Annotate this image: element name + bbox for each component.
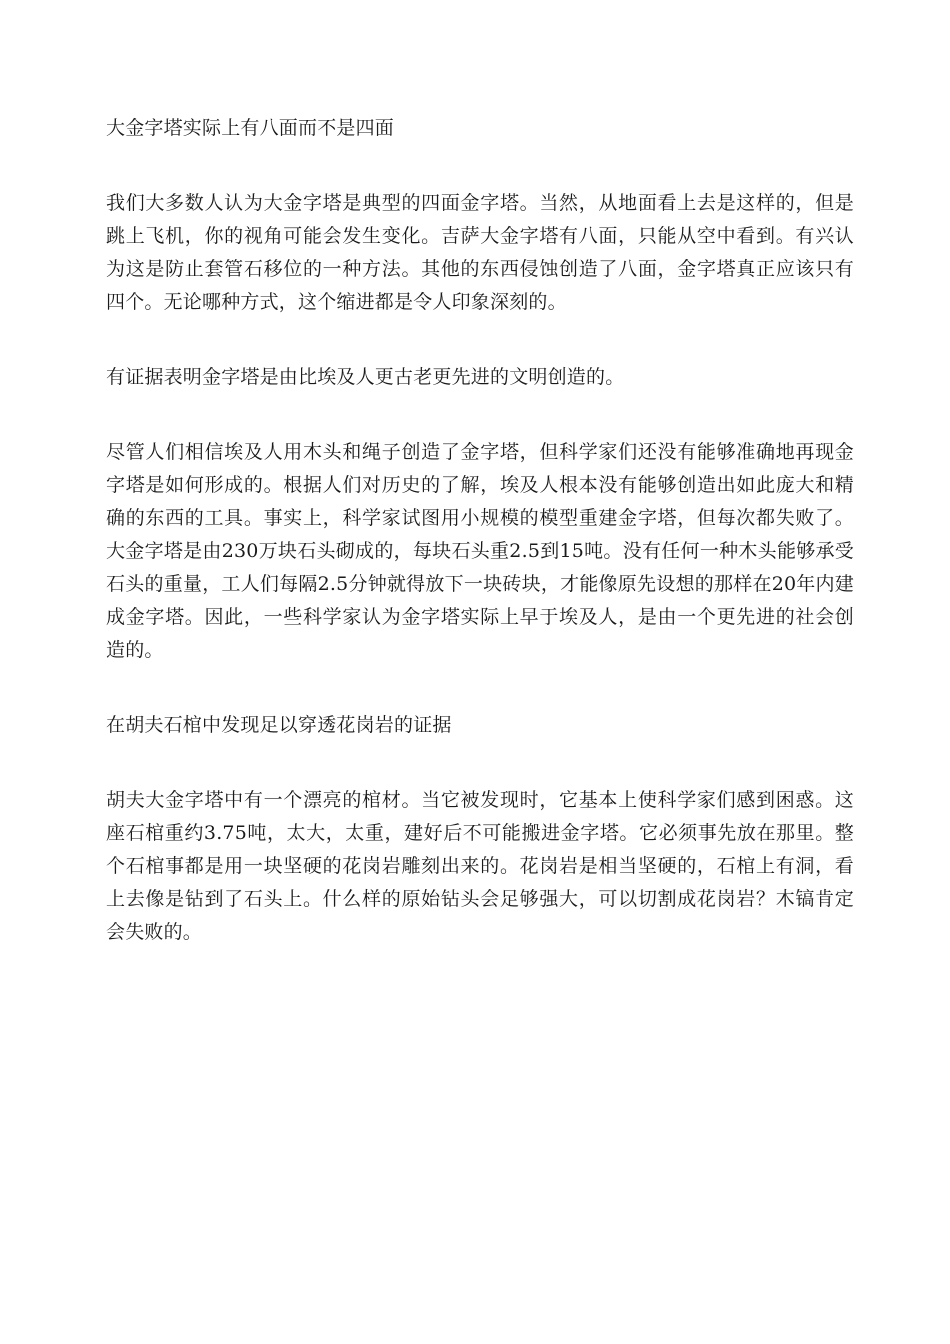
- section-heading-2: 有证据表明金字塔是由比埃及人更古老更先进的文明创造的。: [106, 366, 625, 388]
- section-paragraph-3: 胡夫大金字塔中有一个漂亮的棺材。当它被发现时，它基本上使科学家们感到困惑。这座石棺重约3.75吨，太大，太重，建好后不可能搬进金字塔。它必须事先放在那里。整个石棺事都是用一块坚硬的花岗岩雕刻出来的。花岗岩是相当坚硬的，石棺上有洞，看上去像是钻到了石头上。什么样的原始钻头会足够强大，可以切割成花岗岩？木镐肯定会失败的。: [106, 789, 854, 943]
- section-heading-1: 大金字塔实际上有八面而不是四面: [106, 117, 395, 139]
- section-heading-3: 在胡夫石棺中发现足以穿透花岗岩的证据: [106, 714, 452, 736]
- section-paragraph-2: 尽管人们相信埃及人用木头和绳子创造了金字塔，但科学家们还没有能够准确地再现金字塔是如何形成的。根据人们对历史的了解，埃及人根本没有能够创造出如此庞大和精确的东西的工具。事实上，科学家试图用小规模的模型重建金字塔，但每次都失败了。大金字塔是由230万块石头砌成的，每块石头重2.5到15吨。没有任何一种木头能够承受石头的重量，工人们每隔2.5分钟就得放下一块砖块，才能像原先设想的那样在20年内建成金字塔。因此，一些科学家认为金字塔实际上早于埃及人，是由一个更先进的社会创造的。: [106, 441, 854, 661]
- section-paragraph-1: 我们大多数人认为大金字塔是典型的四面金字塔。当然，从地面看上去是这样的，但是跳上飞机，你的视角可能会发生变化。吉萨大金字塔有八面，只能从空中看到。有兴认为这是防止套管石移位的一种方法。其他的东西侵蚀创造了八面，金字塔真正应该只有四个。无论哪种方式，这个缩进都是令人印象深刻的。: [106, 192, 854, 313]
- document-body: [106, 112, 854, 991]
